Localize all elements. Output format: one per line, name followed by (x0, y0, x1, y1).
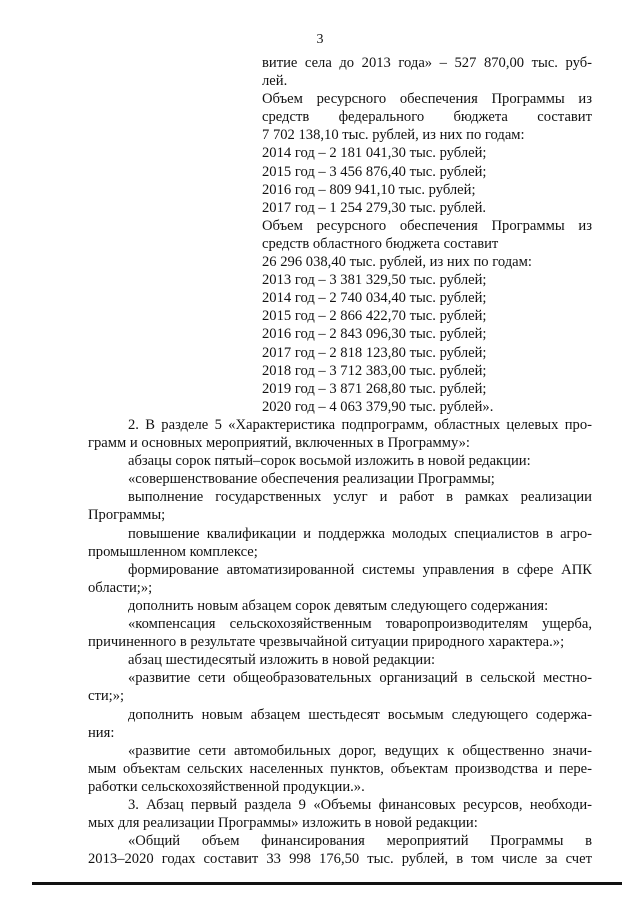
funding-line: лей. (262, 73, 288, 90)
body-line: «Общий объем финансирования мероприятий Программы в (128, 833, 592, 850)
body-line: промышленном комплексе; (88, 543, 258, 560)
funding-line: Объем ресурсного обеспечения Программы из (262, 91, 592, 108)
body-line: грамм и основных мероприятий, включенных в Программу»: (88, 435, 470, 452)
body-line: причиненного в результате чрезвычайной ситуации природного характера.»; (88, 634, 565, 651)
body-line: мым объектам сельских населенных пунктов, объектам производства и пере- (88, 760, 592, 777)
funding-line: 2019 год – 3 871 268,80 тыс. рублей; (262, 380, 487, 397)
funding-line: 2016 год – 2 843 096,30 тыс. рублей; (262, 326, 487, 343)
body-line: «компенсация сельскохозяйственным товаропроизводителям ущерба, (128, 616, 592, 633)
page-bottom-rule (32, 882, 622, 885)
funding-line: 7 702 138,10 тыс. рублей, из них по годам: (262, 127, 525, 144)
body-line: ния: (88, 724, 115, 741)
body-line: абзац шестидесятый изложить в новой редакции: (128, 652, 436, 669)
body-line: мых для реализации Программы» изложить в новой редакции: (88, 815, 478, 832)
funding-line: витие села до 2013 года» – 527 870,00 тыс. руб- (262, 55, 592, 71)
body-line: повышение квалификации и поддержка молодых специалистов в агро- (128, 525, 592, 542)
funding-line: средств федерального бюджета составит (262, 109, 592, 126)
funding-line: 2017 год – 2 818 123,80 тыс. рублей; (262, 344, 487, 361)
funding-line: 2014 год – 2 740 034,40 тыс. рублей; (262, 290, 487, 307)
funding-line: 2016 год – 809 941,10 тыс. рублей; (262, 181, 476, 198)
body-line: «развитие сети общеобразовательных организаций в сельской местно- (128, 670, 592, 687)
body-line: работки сельскохозяйственной продукции.». (88, 778, 365, 795)
body-line: дополнить новым абзацем сорок девятым следующего содержания: (128, 597, 549, 614)
body-line: дополнить новым абзацем шестьдесят восьмым следующего содержа- (128, 706, 592, 723)
body-line: выполнение государственных услуг и работ в рамках реализации (128, 489, 592, 506)
funding-line: 2018 год – 3 712 383,00 тыс. рублей; (262, 362, 487, 379)
funding-line: 2014 год – 2 181 041,30 тыс. рублей; (262, 145, 487, 162)
funding-line: 2020 год – 4 063 379,90 тыс. рублей». (262, 398, 494, 415)
body-line: формирование автоматизированной системы управления в сфере АПК (128, 561, 592, 578)
funding-line: Объем ресурсного обеспечения Программы из (262, 217, 592, 234)
body-line: 2013–2020 годах составит 33 998 176,50 тыс. рублей, в том числе за счет (88, 851, 592, 868)
body-line: «развитие сети автомобильных дорог, ведущих к общественно значи- (128, 742, 592, 759)
body-line: Программы; (88, 507, 166, 524)
body-line: абзацы сорок пятый–сорок восьмой изложить в новой редакции: (128, 453, 531, 470)
funding-block (262, 54, 592, 416)
funding-line: 2013 год – 3 381 329,50 тыс. рублей; (262, 272, 487, 289)
funding-line: 2015 год – 3 456 876,40 тыс. рублей; (262, 163, 487, 180)
amendments-body (88, 416, 592, 868)
body-line: «совершенствование обеспечения реализации Программы; (128, 471, 495, 488)
funding-line: 26 296 038,40 тыс. рублей, из них по годам: (262, 254, 532, 271)
body-line: области;»; (88, 579, 153, 596)
body-line: сти;»; (88, 688, 125, 705)
funding-line: средств областного бюджета составит (262, 235, 499, 252)
funding-line: 2015 год – 2 866 422,70 тыс. рублей; (262, 308, 487, 325)
funding-line: 2017 год – 1 254 279,30 тыс. рублей. (262, 199, 487, 216)
body-line: 2. В разделе 5 «Характеристика подпрограмм, областных целевых про- (128, 417, 592, 433)
body-line: 3. Абзац первый раздела 9 «Объемы финансовых ресурсов, необходи- (128, 796, 592, 813)
page-number: 3 (316, 32, 324, 47)
